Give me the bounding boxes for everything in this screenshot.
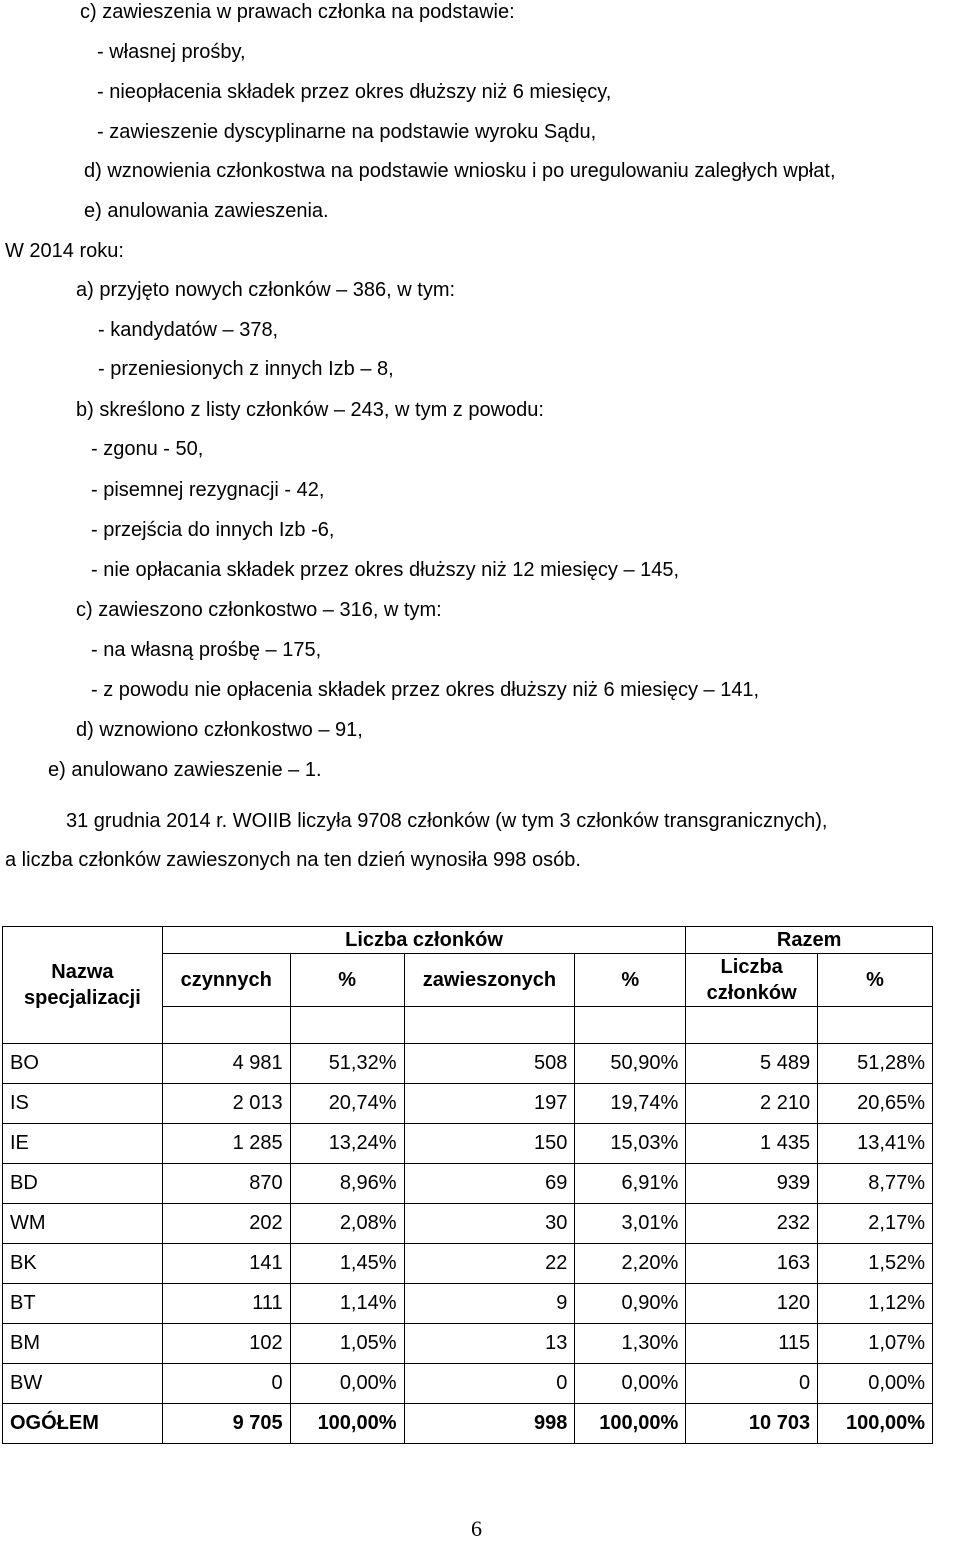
value-cell: 998 (404, 1404, 575, 1444)
specialization-name-cell: IE (3, 1124, 163, 1164)
specialization-name-cell: BD (3, 1164, 163, 1204)
specialization-name-cell: BO (3, 1044, 163, 1084)
specialization-name-cell: BT (3, 1284, 163, 1324)
text-line: b) skreślono z listy członków – 243, w tym z powodu: (76, 399, 544, 421)
text-line: a liczba członków zawieszonych na ten dzień wynosiła 998 osób. (5, 849, 581, 871)
value-cell: 2,20% (575, 1244, 686, 1284)
total-row (3, 1404, 933, 1444)
text-line: - przeniesionych z innych Izb – 8, (98, 358, 394, 380)
spacer-cell (686, 1007, 818, 1044)
page-number: 6 (471, 1516, 482, 1541)
value-cell: 939 (686, 1164, 818, 1204)
text-line: d) wznowiono członkostwo – 91, (76, 719, 363, 741)
value-cell: 30 (404, 1204, 575, 1244)
value-cell: 0,00% (818, 1364, 933, 1404)
value-cell: 69 (404, 1164, 575, 1204)
header-row (3, 927, 933, 954)
text-line: - kandydatów – 378, (98, 319, 279, 341)
specialization-name-cell: WM (3, 1204, 163, 1244)
value-cell: 2 210 (686, 1084, 818, 1124)
value-cell: 141 (162, 1244, 290, 1284)
value-cell: 100,00% (818, 1404, 933, 1444)
value-cell: 100,00% (575, 1404, 686, 1444)
text-line: c) zawieszenia w prawach członka na podstawie: (80, 1, 515, 23)
text-line: e) anulowania zawieszenia. (84, 200, 329, 222)
value-cell: 870 (162, 1164, 290, 1204)
value-cell: 1,14% (290, 1284, 404, 1324)
spacer-cell (404, 1007, 575, 1044)
value-cell: 1,05% (290, 1324, 404, 1364)
text-line: a) przyjęto nowych członków – 386, w tym: (76, 279, 456, 301)
value-cell: 232 (686, 1204, 818, 1244)
text-line: e) anulowano zawieszenie – 1. (48, 759, 322, 781)
value-cell: 13,24% (290, 1124, 404, 1164)
text-line: 31 grudnia 2014 r. WOIIB liczyła 9708 członków (w tym 3 członków transgranicznych), (66, 810, 828, 832)
table-row (3, 1284, 933, 1324)
value-cell: 508 (404, 1044, 575, 1084)
text-line: - nie opłacania składek przez okres dłuższy niż 12 miesięcy – 145, (91, 559, 680, 581)
header-total-pct: % (818, 954, 933, 1007)
value-cell: 1,30% (575, 1324, 686, 1364)
value-cell: 115 (686, 1324, 818, 1364)
value-cell: 8,96% (290, 1164, 404, 1204)
spacer-cell (575, 1007, 686, 1044)
specialization-name-cell: BW (3, 1364, 163, 1404)
header-total-group: Razem (686, 927, 933, 954)
value-cell: 2,17% (818, 1204, 933, 1244)
value-cell: 0 (404, 1364, 575, 1404)
value-cell: 20,65% (818, 1084, 933, 1124)
value-cell: 1 435 (686, 1124, 818, 1164)
spacer-cell (818, 1007, 933, 1044)
value-cell: 3,01% (575, 1204, 686, 1244)
value-cell: 8,77% (818, 1164, 933, 1204)
value-cell: 1,52% (818, 1244, 933, 1284)
value-cell: 51,28% (818, 1044, 933, 1084)
value-cell: 50,90% (575, 1044, 686, 1084)
spacer-cell (162, 1007, 290, 1044)
table-row (3, 1044, 933, 1084)
specialization-table (2, 926, 933, 1444)
value-cell: 0,90% (575, 1284, 686, 1324)
value-cell: 20,74% (290, 1084, 404, 1124)
value-cell: 6,91% (575, 1164, 686, 1204)
value-cell: 0 (686, 1364, 818, 1404)
value-cell: 2,08% (290, 1204, 404, 1244)
text-line: - pisemnej rezygnacji - 42, (91, 479, 325, 501)
header-suspended: zawieszonych (404, 954, 575, 1007)
table-row (3, 1364, 933, 1404)
value-cell: 111 (162, 1284, 290, 1324)
table-row (3, 1164, 933, 1204)
value-cell: 13 (404, 1324, 575, 1364)
value-cell: 1 285 (162, 1124, 290, 1164)
specialization-name-cell: BK (3, 1244, 163, 1284)
value-cell: 51,32% (290, 1044, 404, 1084)
header-members-group: Liczba członków (162, 927, 685, 954)
value-cell: 1,12% (818, 1284, 933, 1324)
header-total-count: Liczba członków (686, 954, 818, 1007)
value-cell: 202 (162, 1204, 290, 1244)
header-active: czynnych (162, 954, 290, 1007)
value-cell: 0,00% (290, 1364, 404, 1404)
text-line: d) wznowienia członkostwa na podstawie wniosku i po uregulowaniu zaległych wpłat, (84, 160, 836, 182)
value-cell: 4 981 (162, 1044, 290, 1084)
header-name: Nazwa specjalizacji (3, 927, 163, 1044)
value-cell: 100,00% (290, 1404, 404, 1444)
text-line: - z powodu nie opłacenia składek przez okres dłuższy niż 6 miesięcy – 141, (91, 679, 760, 701)
table-row (3, 1124, 933, 1164)
value-cell: 1,07% (818, 1324, 933, 1364)
text-line: W 2014 roku: (5, 240, 124, 262)
value-cell: 1,45% (290, 1244, 404, 1284)
value-cell: 0,00% (575, 1364, 686, 1404)
text-line: - na własną prośbę – 175, (91, 639, 322, 661)
table-row (3, 1084, 933, 1124)
text-line: - zgonu - 50, (91, 438, 204, 460)
spacer-cell (290, 1007, 404, 1044)
value-cell: 197 (404, 1084, 575, 1124)
value-cell: 9 (404, 1284, 575, 1324)
table-row (3, 1324, 933, 1364)
value-cell: 102 (162, 1324, 290, 1364)
value-cell: 2 013 (162, 1084, 290, 1124)
text-line: - przejścia do innych Izb -6, (91, 519, 335, 541)
text-line: - nieopłacenia składek przez okres dłuższy niż 6 miesięcy, (97, 81, 612, 103)
specialization-name-cell: OGÓŁEM (3, 1404, 163, 1444)
value-cell: 5 489 (686, 1044, 818, 1084)
table-row (3, 1244, 933, 1284)
header-suspended-pct: % (575, 954, 686, 1007)
specialization-name-cell: BM (3, 1324, 163, 1364)
value-cell: 163 (686, 1244, 818, 1284)
value-cell: 22 (404, 1244, 575, 1284)
value-cell: 19,74% (575, 1084, 686, 1124)
specialization-name-cell: IS (3, 1084, 163, 1124)
value-cell: 0 (162, 1364, 290, 1404)
text-line: - własnej prośby, (97, 41, 246, 63)
value-cell: 15,03% (575, 1124, 686, 1164)
value-cell: 9 705 (162, 1404, 290, 1444)
text-line: - zawieszenie dyscyplinarne na podstawie wyroku Sądu, (97, 121, 597, 143)
text-line: c) zawieszono członkostwo – 316, w tym: (76, 599, 442, 621)
value-cell: 150 (404, 1124, 575, 1164)
value-cell: 10 703 (686, 1404, 818, 1444)
header-active-pct: % (290, 954, 404, 1007)
table-row (3, 1204, 933, 1244)
value-cell: 120 (686, 1284, 818, 1324)
value-cell: 13,41% (818, 1124, 933, 1164)
